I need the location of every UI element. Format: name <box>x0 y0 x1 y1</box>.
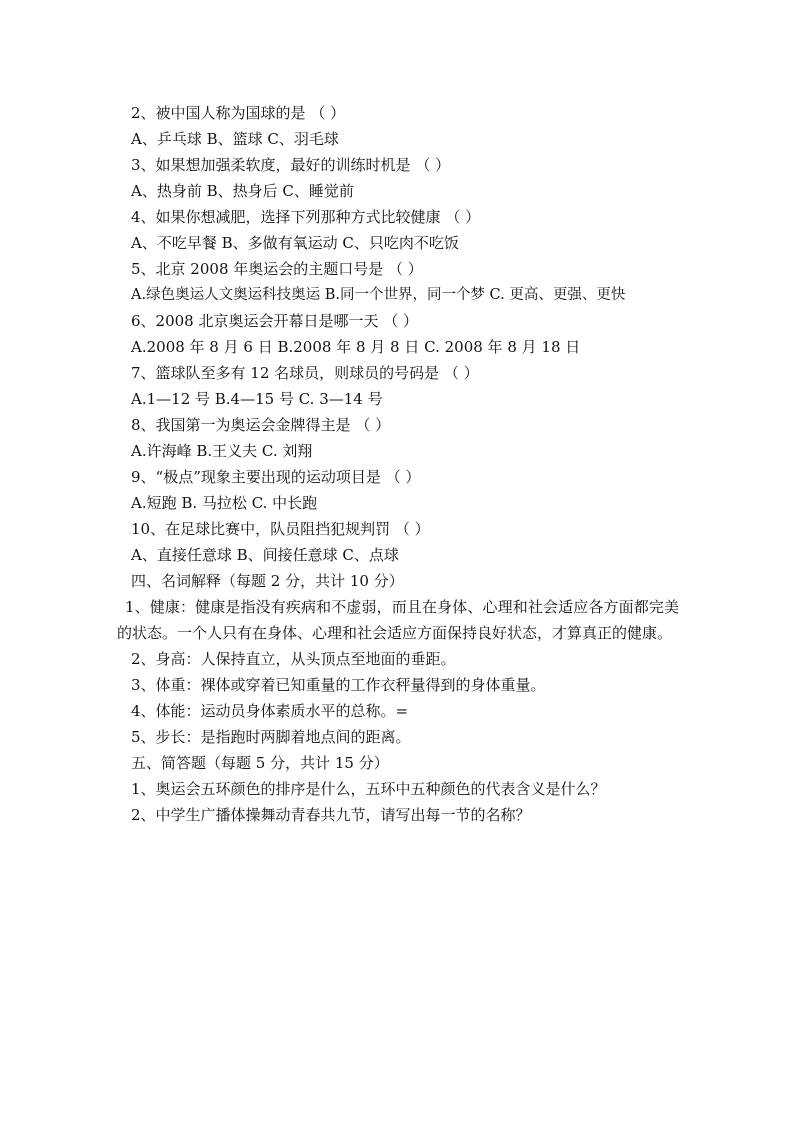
term-fitness: 4、体能：运动员身体素质水平的总称。= <box>131 702 409 720</box>
question-5: 5、北京 2008 年奥运会的主题口号是 （ ） <box>131 260 423 278</box>
question-2-options: A、乒乓球 B、篮球 C、羽毛球 <box>131 130 339 148</box>
question-8: 8、我国第一为奥运会金牌得主是 （ ） <box>131 416 391 434</box>
term-stride: 5、步长：是指跑时两脚着地点间的距离。 <box>131 728 411 746</box>
question-9: 9、“极点”现象主要出现的运动项目是 （ ） <box>131 468 421 486</box>
section-4-heading: 四、名词解释（每题 2 分，共计 10 分） <box>131 572 404 590</box>
question-9-options: A.短跑 B. 马拉松 C. 中长跑 <box>131 494 318 512</box>
short-answer-1: 1、奥运会五环颜色的排序是什么，五环中五种颜色的代表含义是什么？ <box>131 780 606 798</box>
question-6-options: A.2008 年 8 月 6 日 B.2008 年 8 月 8 日 C. 2008 年 8 月 18 日 <box>131 338 581 356</box>
question-6: 6、2008 北京奥运会开幕日是哪一天 （ ） <box>131 312 419 330</box>
exam-content <box>117 100 679 828</box>
question-5-options: A.绿色奥运人文奥运科技奥运 B.同一个世界，同一个梦 C. 更高、更强、更快 <box>131 287 626 303</box>
term-weight: 3、体重：裸体或穿着已知重量的工作衣秤量得到的身体重量。 <box>131 676 546 694</box>
term-health: 1、健康：健康是指没有疾病和不虚弱，而且在身体、心理和社会适应各方面都完美的状态。一个人只有在身体、心理和社会适应方面保持良好状态，才算真正的健康。 <box>117 598 679 642</box>
short-answer-2: 2、中学生广播体操舞动青春共九节，请写出每一节的名称？ <box>131 806 531 824</box>
question-10: 10、在足球比赛中，队员阻挡犯规判罚 （ ） <box>131 520 430 538</box>
section-5-heading: 五、简答题（每题 5 分，共计 15 分） <box>131 754 389 772</box>
question-10-options: A、直接任意球 B、间接任意球 C、点球 <box>131 546 399 564</box>
question-7-options: A.1—12 号 B.4—15 号 C. 3—14 号 <box>131 390 383 408</box>
question-2: 2、被中国人称为国球的是 （ ） <box>131 104 346 122</box>
question-3: 3、如果想加强柔软度，最好的训练时机是 （ ） <box>131 156 451 174</box>
question-7: 7、篮球队至多有 12 名球员，则球员的号码是 （ ） <box>131 364 479 382</box>
question-4: 4、如果你想减肥，选择下列那种方式比较健康 （ ） <box>131 208 481 226</box>
question-3-options: A、热身前 B、热身后 C、睡觉前 <box>131 182 354 200</box>
question-8-options: A.许海峰 B.王义夫 C. 刘翔 <box>131 442 313 460</box>
question-4-options: A、不吃早餐 B、多做有氧运动 C、只吃肉不吃饭 <box>131 234 459 252</box>
term-height: 2、身高：人保持直立，从头顶点至地面的垂距。 <box>131 650 456 668</box>
